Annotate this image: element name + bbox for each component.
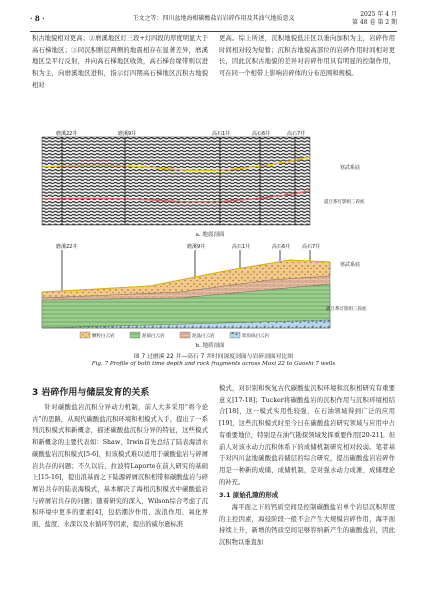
well-label: 磨溪9井 — [187, 244, 206, 250]
legend-swatch-grain — [80, 332, 90, 338]
figure-caption-cn: 图 7 过磨溪 22 井—高石 7 井时间深度剖面与岩碎剖面对比图 — [133, 354, 294, 360]
seismic-section-image — [30, 127, 397, 237]
well-label: 高石7井 — [287, 131, 306, 137]
text-bottom-right — [219, 383, 395, 592]
well-label: 高石1井 — [232, 244, 251, 250]
subsection-heading: 3.1 原始孔隙的形成 — [219, 491, 279, 500]
legend-label: 泥质白云岩 — [142, 334, 165, 339]
paragraph: 针对碳酸盐岩沉积分异动力机制，前人大多采用“将今论古”的思路，从现代碳酸盐沉积环境和相模式入手，提出了一系列沉积模式和新概念，描述碳酸盐沉积分异的特征，这些模式和新概念的主要代表如：Shaw、Irwin首先总结了陆表海清水碳酸盐岩沉积模式[5-6]，但该模式难以适用于碳酸盐岩与碎屑岩共存的问题；不久以后，拉波特Laporte在前人研究的基础上[15-16]，提出浪基面之下陆源碎屑沉积相带和碳酸盐岩与碎屑岩共存的陆表海模式，基本解决了海相沉积模式中碳酸盐岩与碎屑岩共存的问题；随着研究的深入，Wilson综合考虑了沉积环境中更多的要素[4]，包括潮汐作用、波浪作用、氧化界面、盐度、水深以及水循环等因素，提出的威尔逊标准 — [32, 404, 208, 529]
figure-geology-panel — [30, 240, 397, 352]
legend-swatch-micrite — [180, 332, 190, 338]
header-rule — [30, 31, 397, 32]
issue-date: 2025 年 4 月 — [360, 11, 397, 18]
running-title: 王文之等：四川盆地海相碳酸盐岩岩碎作用及其油气地质意义 — [132, 15, 295, 22]
legend-label: 泥晶白云岩 — [192, 334, 215, 339]
legend-label: 软角砾白云岩 — [242, 334, 269, 339]
well-label: 高石1井 — [212, 131, 231, 137]
horizon-label: 震旦系灯影组三段底 — [326, 307, 367, 312]
figure-seismic-panel — [30, 127, 397, 237]
paragraph: 更高。综上所述，沉积地貌低洼区以垂向加积为主，岩碎作用时间相对较为短暂；沉积古地貌高部位的岩碎作用时间相对更长，因此沉积古地貌的差异对岩碎作用具有明显的控制作用，可在同一个相带上影响岩碎体的分布范围和规模。 — [219, 35, 395, 78]
figure-caption-en: Fig. 7 Profile of both time depth and rock fragments across Moxi 22 to Gaoshi 7 wells — [91, 361, 336, 367]
horizon-label: 寒武系底 — [340, 262, 361, 268]
issue-info — [352, 11, 397, 27]
legend-swatch-breccia — [230, 332, 240, 338]
text-bottom-left — [32, 402, 208, 592]
legend-label: 颗粒白云岩 — [92, 334, 115, 339]
well-label: 磨溪22井 — [56, 131, 78, 137]
well-label: 高石7井 — [302, 244, 321, 250]
issue-volume: 第 48 卷 第 2 期 — [352, 19, 397, 26]
section-heading: 3 岩碎作用与储层发育的关系 — [32, 388, 150, 398]
text-top-right — [219, 33, 395, 127]
paragraph: 模式，对识别和恢复古代碳酸盐沉积环境和沉积相研究有重要意义[17-18]；Tucker将碳酸盐岩的沉积作用与沉积环境相结合[18]，这一模式实用性较强，在石油领域得到广泛的应用[19]，这些沉积模式时至今日在碳酸盐岩研究领域与应用中占有重要地位，特别是在油气勘探领域发挥重要作用[20-21]。但前人对该水动力沉积体系下的成储机制研究相对较弱。笔者基于对四川盆地碳酸盐岩储层的综合研究，提出碳酸盐岩岩碎作用是一种新的成储、成储机制，是对强水动力成滩、成储理论的补充。 — [219, 385, 395, 486]
panel-a-label: a. 地震剖面 — [195, 232, 225, 238]
legend-swatch-mud — [130, 332, 140, 338]
well-label: 磨溪9井 — [118, 131, 137, 137]
page-header — [30, 9, 397, 29]
well-label: 磨溪22井 — [56, 244, 78, 250]
geology-section-image — [30, 240, 397, 340]
paragraph: 积古地貌相对更高；②磨溪地区灯三段+灯四段的厚度明显大于高石梯地区；③同沉积断层两侧的地震相存在显著差异，磨溪地区呈平行反射，并向高石梯地区收敛，高石梯台缘带则以进积为主，向磨溪地区进积，指示灯四期高石梯地区沉积古地貌相对 — [32, 35, 208, 89]
well-label: 高石6井 — [252, 131, 271, 137]
horizon-label: 寒武系底 — [340, 165, 361, 171]
text-top-left — [32, 33, 208, 127]
panel-b-label: b. 地质剖面 — [195, 343, 225, 349]
horizon-label: 震旦系灯影组三段底 — [324, 200, 365, 205]
well-label: 高石6井 — [272, 244, 291, 250]
paragraph: 海平面之下的钙质空间是控制碳酸盐岩单个岩层沉积厚度的主控因素，海侵阶段一般不会产生大规模岩碎作用，海平面持续上升，新增的钙质空间足够容纳新产生的碳酸盐岩，因此沉积物以垂直加 — [219, 504, 395, 547]
page-number: · 8 · — [30, 14, 45, 23]
